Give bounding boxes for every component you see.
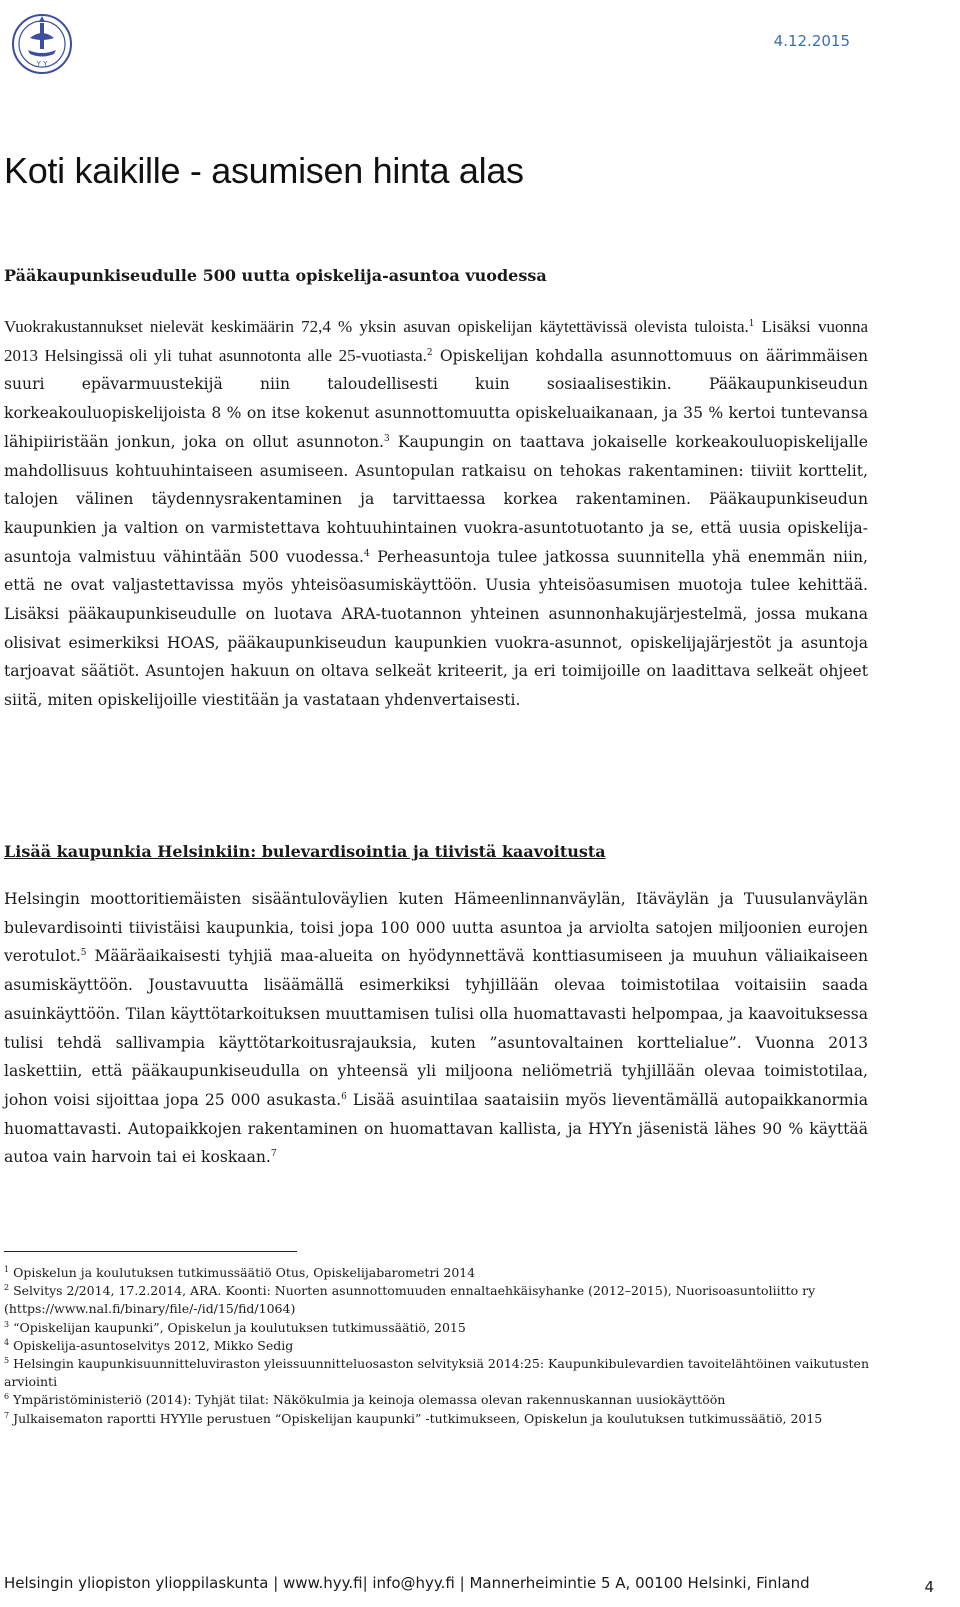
footnote-ref[interactable]: 5 xyxy=(80,948,87,959)
page-footer: Helsingin yliopiston ylioppilaskunta | www.hyy.fi| info@hyy.fi | Mannerheimintie 5 A, 00100 Helsinki, Finland xyxy=(4,1574,810,1592)
document-date: 4.12.2015 xyxy=(773,32,850,50)
footnote-text: Opiskelun ja koulutuksen tutkimussäätiö Otus, Opiskelijabarometri 2014 xyxy=(9,1265,476,1280)
footnote-text: Ympäristöministeriö (2014): Tyhjät tilat: Näkökulmia ja keinoja olemassa olevan rakennuskannan uusiokäyttöön xyxy=(9,1392,726,1408)
page-number: 4 xyxy=(924,1578,934,1596)
section1-paragraph xyxy=(4,313,868,715)
hyy-logo xyxy=(10,8,74,80)
paragraph-text: Kaupungin on taattava jokaiselle korkeakouluopiskelijalle mahdollisuus kohtuuhintaiseen asumiseen. Asuntopulan ratkaisu on tehokas rakentaminen: tiiviit korttelit, talojen välinen täydennysrakentaminen ja tarvittaessa korkea rakentaminen. Pääkaupunkiseudun kaupunkien ja valtion on varmistettava kohtuuhintainen vuokra-asuntotuotanto ja se, että uusia opiskelija-asuntoja valmistuu vähintään 500 vuodessa. xyxy=(4,432,868,566)
footnote-number: 4 xyxy=(4,1337,10,1347)
paragraph-text: Vuokrakustannukset nielevät keskimäärin 72,4 % yksin asuvan opiskelijan käytettävissä olevista tuloista. xyxy=(4,317,749,336)
footnote-number: 6 xyxy=(4,1392,10,1402)
footnote-text: Helsingin kaupunkisuunnitteluviraston yleissuunnitteluosaston selvityksiä 2014:25: Kaupunkibulevardien tavoitelähtöinen vaikutusten arviointi xyxy=(4,1356,869,1390)
paragraph-text: Lisäksi vuonna 2013 Helsingissä oli yli tuhat asunnotonta alle 25-vuotiasta. xyxy=(4,317,868,365)
footnote-ref[interactable]: 1 xyxy=(748,318,755,329)
footnote xyxy=(4,1264,884,1282)
footnote-ref[interactable]: 2 xyxy=(426,347,433,358)
footnote-ref[interactable]: 3 xyxy=(383,433,390,444)
footnote-text: “Opiskelijan kaupunki”, Opiskelun ja koulutuksen tutkimussäätiö, 2015 xyxy=(9,1319,466,1335)
footnote-number: 1 xyxy=(4,1264,10,1274)
footnote xyxy=(4,1337,884,1355)
section1-heading: Pääkaupunkiseudulle 500 uutta opiskelija-asuntoa vuodessa xyxy=(4,266,547,285)
footnote xyxy=(4,1282,884,1318)
footnote-text: Selvitys 2/2014, 17.2.2014, ARA. Koonti: Nuorten asunnottomuuden ennaltaehkäisyhanke (2012–2015), Nuorisoasuntoliitto ry (https://www.nal.fi/binary/file/-/id/15/fid/1064) xyxy=(4,1283,816,1317)
footnote-text: Julkaisematon raportti HYYlle perustuen “Opiskelijan kaupunki” -tutkimukseen, Opiskelun ja koulutuksen tutkimussäätiö, 2015 xyxy=(9,1410,823,1426)
footnote-number: 5 xyxy=(4,1355,10,1365)
hyy-seal-icon xyxy=(10,8,74,80)
paragraph-text: Lisää asuintilaa saataisiin myös lieventämällä autopaikkanormia huomattavasti. Autopaikkojen rakentaminen on huomattavan kallista, ja HYYn jäsenistä lähes 90 % käyttää autoa vain harvoin tai ei koskaan. xyxy=(4,1090,868,1167)
footnote-text: Opiskelija-asuntoselvitys 2012, Mikko Sedig xyxy=(9,1337,294,1353)
footnote xyxy=(4,1410,884,1428)
paragraph-text: Helsingin moottoritiemäisten sisääntuloväylien kuten Hämeenlinnanväylän, Itäväylän ja Tuusulanväylän bulevardisointi tiivistäisi kaupunkia, toisi jopa 100 000 uutta asuntoa ja arviolta satojen miljoonien eurojen verotulot. xyxy=(4,890,868,966)
footnote-number: 2 xyxy=(4,1283,10,1293)
footnote-ref[interactable]: 7 xyxy=(270,1149,277,1160)
footnote-ref[interactable]: 6 xyxy=(341,1091,347,1102)
footnote xyxy=(4,1319,884,1337)
page-title: Koti kaikille - asumisen hinta alas xyxy=(4,150,524,191)
footnote-number: 3 xyxy=(4,1319,10,1329)
footnote xyxy=(4,1391,884,1409)
footnote-ref[interactable]: 4 xyxy=(363,548,370,559)
section2-paragraph xyxy=(4,885,868,1172)
paragraph-text: Määräaikaisesti tyhjiä maa-alueita on hyödynnettävä konttiasumiseen ja muuhun väliaikaiseen asumiskäyttöön. Joustavuutta lisäämällä esimerkiksi tyhjillään olevaa toimistotilaa voitaisiin saada asuinkäyttöön. Tilan käyttötarkoituksen muuttamisen tulisi olla huomattavasti helpompaa, ja kaavoituksessa tulisi tehdä sallivampia käyttötarkoitusrajauksia, kuten ”asuntovaltainen korttelialue”. Vuonna 2013 laskettiin, että pääkaupunkiseudulla on yhteensä yli miljoona neliömetriä tyhjillään olevaa toimistotilaa, johon voisi sijoittaa jopa 25 000 asukasta. xyxy=(4,947,868,1109)
footnote-number: 7 xyxy=(4,1410,10,1420)
paragraph-text: Opiskelijan kohdalla asunnottomuus on äärimmäisen suuri epävarmuustekijä niin taloudellisesti kuin sosiaalisestikin. Pääkaupunkiseudun korkeakouluopiskelijoista 8 % on itse kokenut asunnottomuutta opiskeluaikanaan, ja 35 % kertoi tuntevansa lähipiiristään jonkun, joka on ollut asunnoton. xyxy=(4,346,869,451)
paragraph-text: Perheasuntoja tulee jatkossa suunnitella yhä enemmän niin, että ne ovat valjastettavissa myös yhteisöasumiskäyttöön. Uusia yhteisöasumisen muotoja tulee kehittää. Lisäksi pääkaupunkiseudulle on luotava ARA-tuotannon yhteinen asunnonhakujärjestelmä, jossa mukana olisivat esimerkiksi HOAS, pääkaupunkiseudun kaupunkien vuokra-asunnot, opiskelijajärjestöt ja asuntoja tarjoavat säätiöt. Asuntojen hakuun on oltava selkeät kriteerit, ja eri toimijoille on laadittava selkeät ohjeet siitä, miten opiskelijoille viestitään ja vastataan yhdenvertaisesti. xyxy=(4,547,868,710)
footnote xyxy=(4,1355,884,1391)
footnote-divider xyxy=(4,1251,297,1252)
footnotes-list xyxy=(4,1264,884,1428)
section2-heading: Lisää kaupunkia Helsinkiin: bulevardisointia ja tiivistä kaavoitusta xyxy=(4,842,606,861)
svg-text:Y Y: Y Y xyxy=(36,60,48,68)
